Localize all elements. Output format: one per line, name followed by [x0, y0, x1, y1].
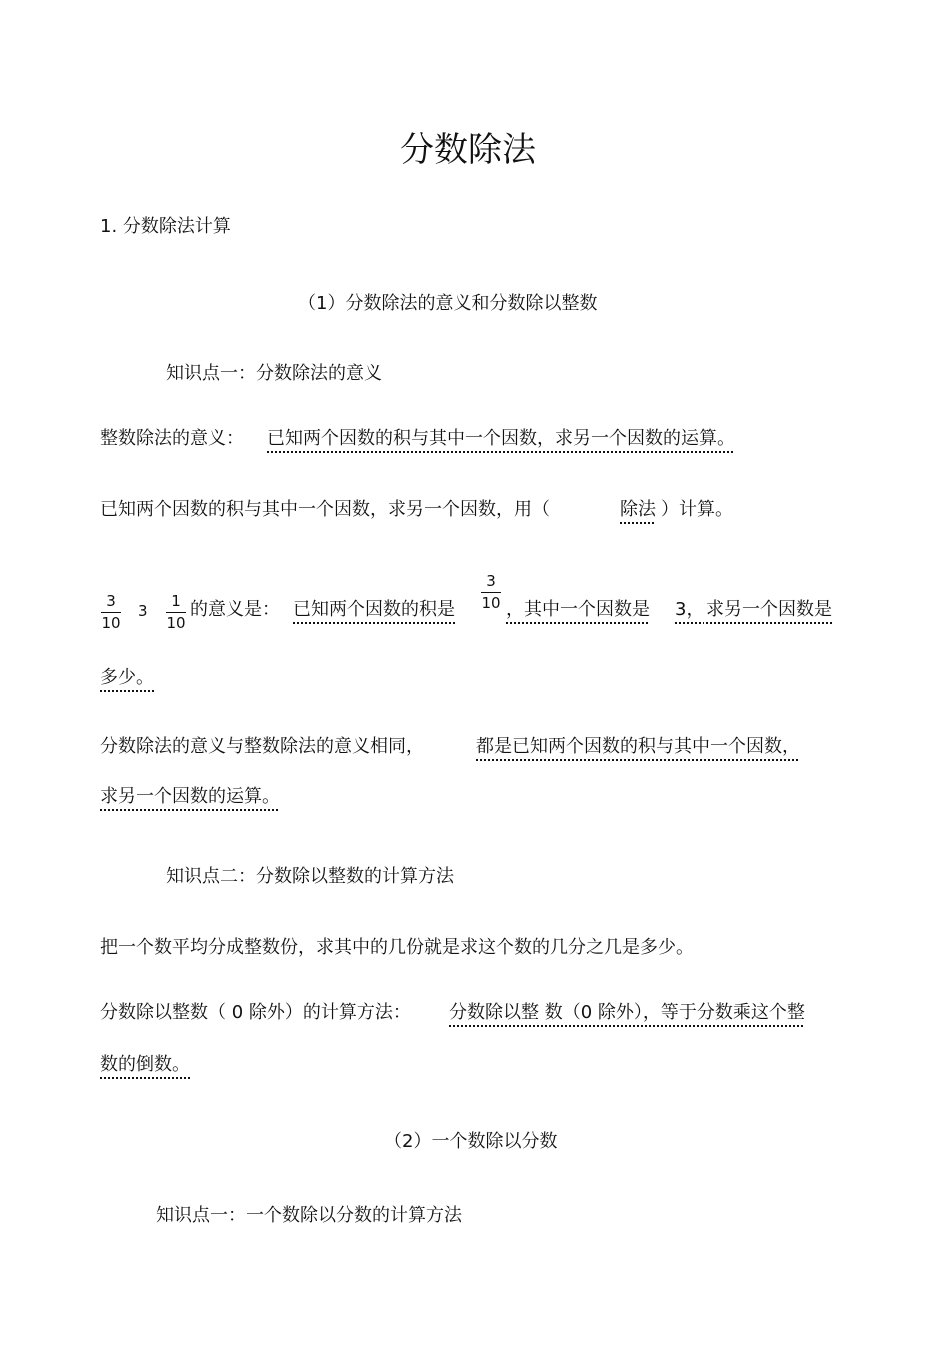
method-rule-1: 分数除以整 数（0 除外），等于分数乘这个整 [449, 1002, 805, 1023]
fraction-denominator: 10 [166, 614, 186, 632]
fraction-numerator: 1 [171, 592, 181, 610]
fraction-denominator: 10 [481, 594, 501, 612]
method-label: 分数除以整数（ 0 除外）的计算方法： [100, 1002, 411, 1023]
fraction-product [481, 574, 501, 611]
meaning-label: 的意义是： [190, 599, 280, 620]
section-heading: 1. 分数除法计算 [100, 216, 231, 237]
meaning-part-4: 多少。 [100, 667, 154, 688]
fraction-bar [481, 592, 501, 593]
knowledge-point-label: 知识点一：分数除法的意义 [166, 363, 382, 384]
fraction-dividend [101, 594, 121, 631]
subsection-heading: （1）分数除法的意义和分数除以整数 [298, 293, 598, 314]
fraction-numerator: 3 [486, 572, 496, 590]
method-rule-2: 数的倒数。 [100, 1054, 190, 1075]
page-title: 分数除法 [400, 130, 536, 170]
subsection-heading: （2）一个数除以分数 [384, 1131, 558, 1152]
answer-blank: 除法 [620, 499, 656, 520]
int-division-label: 整数除法的意义： [100, 428, 244, 449]
fraction-bar [166, 612, 186, 613]
meaning-part-2: ，其中一个因数是 [506, 599, 650, 620]
frac-division-intro: 分数除法的意义与整数除法的意义相同， [100, 736, 424, 757]
fraction-numerator: 3 [106, 592, 116, 610]
sentence-prefix: 已知两个因数的积与其中一个因数，求另一个因数，用（ [100, 499, 550, 520]
fraction-denominator: 10 [101, 614, 121, 632]
knowledge-point-label: 知识点一：一个数除以分数的计算方法 [156, 1205, 462, 1226]
frac-division-definition-2: 求另一个因数的运算。 [100, 786, 280, 807]
fraction-result [166, 594, 186, 631]
knowledge-point-label: 知识点二：分数除以整数的计算方法 [166, 866, 454, 887]
kp2-sentence: 把一个数平均分成整数份，求其中的几份就是求这个数的几分之几是多少。 [100, 937, 694, 958]
divisor: 3 [138, 602, 148, 620]
meaning-part-3: 求另一个因数是 [706, 599, 832, 620]
meaning-factor: 3， [675, 599, 705, 620]
fraction-bar [101, 612, 121, 613]
sentence-suffix: ）计算。 [661, 499, 733, 520]
int-division-definition: 已知两个因数的积与其中一个因数，求另一个因数的运算。 [267, 428, 735, 449]
frac-division-definition-1: 都是已知两个因数的积与其中一个因数， [476, 736, 800, 757]
meaning-part-1: 已知两个因数的积是 [293, 599, 455, 620]
